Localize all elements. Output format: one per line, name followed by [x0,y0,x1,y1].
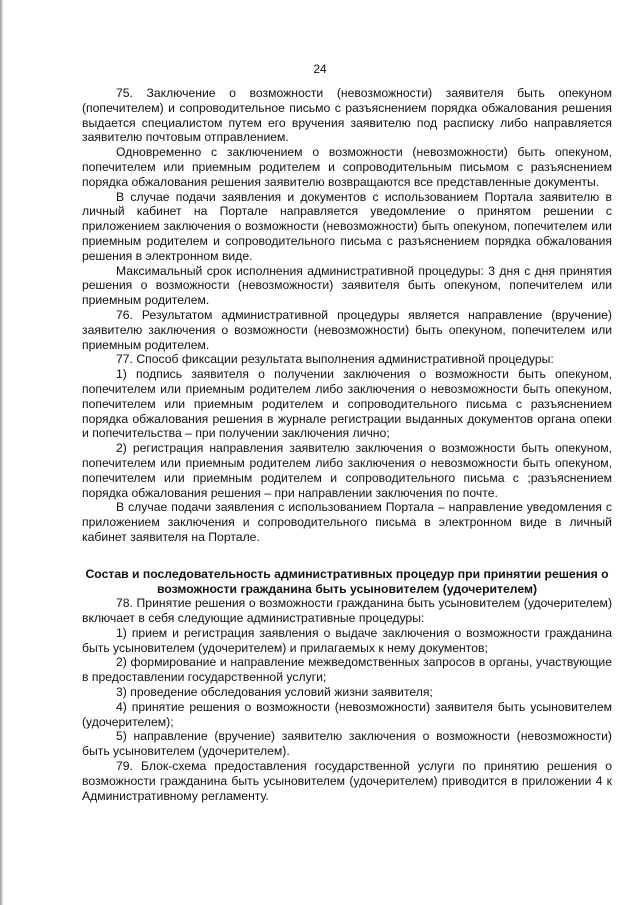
paragraph-77-item-1: 1) подпись заявителя о получении заключения о возможности быть опекуном, попечителем или приемным родителем либо заключения о невозможности быть опекуном, попечителем или приемным родителем и сопроводительного письма с разъяснением порядка обжалования решения в журнале регистрации выданных документов органа опеки и попечительства – при получении заключения лично; [82,367,612,441]
document-body [82,86,612,803]
paragraph-77-item-2: 2) регистрация направления заявителю заключения о возможности быть опекуном, попечителем или приемным родителем либо заключения о невозможности быть опекуном, попечителем или приемным родителем и сопроводительного письма с ;разъяснением порядка обжалования решения – при направлении заключения по почте. [82,441,612,500]
scan-left-edge [0,0,3,905]
paragraph-78-item-3: 3) проведение обследования условий жизни заявителя; [116,685,433,700]
section-heading: Состав и последовательность административных процедур при принятии решения о возможности гражданина быть усыновителем (удочерителем) [85,566,609,596]
paragraph-portal-direction: В случае подачи заявления с использованием Портала – направление уведомления с приложением заключения и сопроводительного письма в электронном виде в личный кабинет заявителя на Портале. [82,500,612,544]
paragraph-portal-notification: В случае подачи заявления и документов с использованием Портала заявителю в личный кабинет на Портале направляется уведомление о принятом решении с приложением заключения о возможности (невозможности) быть опекуном, попечителем или приемным родителем и сопроводительного письма с разъяснением порядка обжалования решения в электронном виде. [82,189,612,263]
paragraph-78-item-5: 5) направление (вручение) заявителю заключения о возможности (невозможности) быть усыновителем (удочерителем). [82,729,612,759]
paragraph-75: 75. Заключение о возможности (невозможности) заявителя быть опекуном (попечителем) и сопроводительное письмо с разъяснением порядка обжалования решения выдается специалистом путем его вручения заявителю под расписку либо направляется заявителю почтовым отправлением. [82,86,612,145]
paragraph-78-item-1: 1) прием и регистрация заявления о выдаче заключения о возможности гражданина быть усыновителем (удочерителем) и прилагаемых к нему документов; [82,625,612,655]
paragraph-77: 77. Способ фиксации результата выполнения административной процедуры: [116,352,554,367]
page-number: 24 [313,62,327,76]
paragraph-78-item-2: 2) формирование и направление межведомственных запросов в органы, участвующие в предоставлении государственной услуги; [82,655,612,685]
paragraph-78-item-4: 4) принятие решения о возможности (невозможности) заявителя быть усыновителем (удочерителем); [82,699,612,729]
paragraph-76: 76. Результатом административной процедуры является направление (вручение) заявителю заключения о возможности (невозможности) быть опекуном, попечителем или приемным родителем. [82,307,612,352]
paragraph-78: 78. Принятие решения о возможности гражданина быть усыновителем (удочерителем) включает в себя следующие административные процедуры: [82,596,612,626]
paragraph-documents-returned: Одновременно с заключением о возможности (невозможности) быть опекуном, попечителем или приемным родителем и сопроводительным письмом с разъяснением порядка обжалования решения заявителю возвращаются все представленные документы. [82,145,612,189]
paragraph-max-term: Максимальный срок исполнения административной процедуры: 3 дня с дня принятия решения о возможности (невозможности) заявителя быть опекуном, попечителем или приемным родителем. [82,263,612,308]
paragraph-79: 79. Блок-схема предоставления государственной услуги по принятию решения о возможности гражданина быть усыновителем (удочерителем) приводится в приложении 4 к Административному регламенту. [82,759,612,803]
